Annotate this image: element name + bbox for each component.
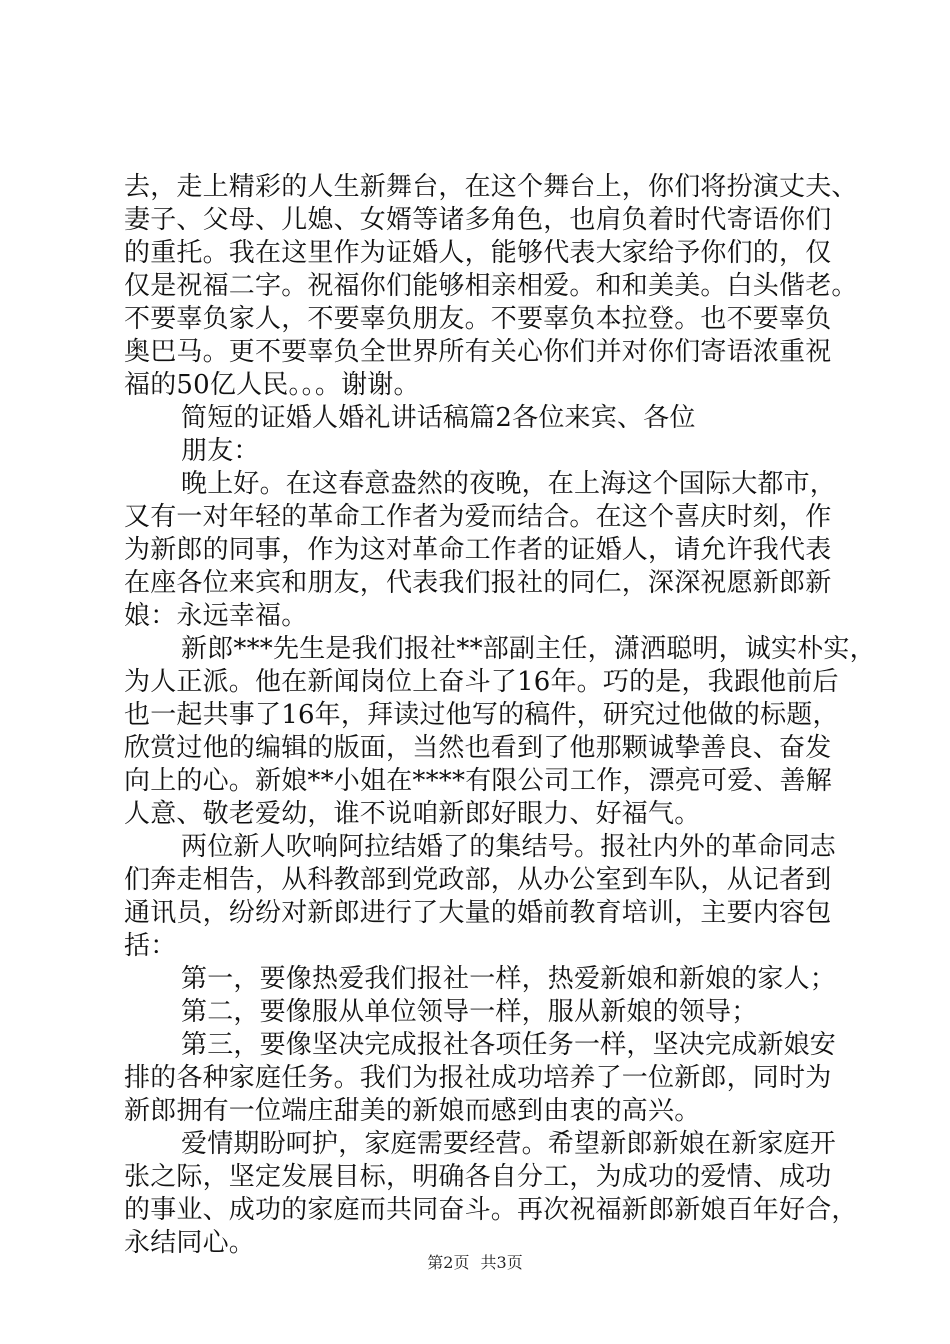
- text-line: 不要辜负家人，不要辜负朋友。不要辜负本拉登。也不要辜负: [124, 304, 832, 334]
- text-line: 们奔走相告，从科教部到党政部，从办公室到车队，从记者到: [124, 865, 832, 895]
- list-item: 第二，要像服从单位领导一样，服从新娘的领导；: [181, 997, 758, 1027]
- text-line: 人意、敬老爱幼，谁不说咱新郎好眼力、好福气。: [124, 799, 701, 829]
- text-line: 排的各种家庭任务。我们为报社成功培养了一位新郎，同时为: [124, 1063, 832, 1093]
- text-line: 为新郎的同事，作为这对革命工作者的证婚人，请允许我代表: [124, 535, 832, 565]
- text-line: 娘：永远幸福。: [124, 601, 308, 631]
- paragraph-start: 两位新人吹响阿拉结婚了的集结号。报社内外的革命同志: [181, 832, 837, 862]
- text-line: 永结同心。: [124, 1228, 256, 1258]
- text-line: 去，走上精彩的人生新舞台，在这个舞台上，你们将扮演丈夫、: [124, 172, 858, 202]
- text-line: 向上的心。新娘**小姐在****有限公司工作，漂亮可爱、善解: [124, 766, 833, 796]
- list-item: 第三，要像坚决完成报社各项任务一样，坚决完成新娘安: [181, 1030, 837, 1060]
- text-line: 的重托。我在这里作为证婚人，能够代表大家给予你们的，仅: [124, 238, 832, 268]
- text-line: 福的50亿人民。。。谢谢。: [124, 370, 420, 400]
- text-line: 通讯员，纷纷对新郎进行了大量的婚前教育培训，主要内容包: [124, 898, 832, 928]
- paragraph-start: 晚上好。在这春意盎然的夜晚，在上海这个国际大都市，: [181, 469, 837, 499]
- text-line: 括：: [124, 931, 177, 961]
- page-footer: [0, 1253, 950, 1273]
- text-line: 张之际，坚定发展目标，明确各自分工，为成功的爱情、成功: [124, 1162, 832, 1192]
- page-total: 共3页: [480, 1253, 523, 1272]
- text-line: 欣赏过他的编辑的版面，当然也看到了他那颗诚挚善良、奋发: [124, 733, 832, 763]
- text-line: 又有一对年轻的革命工作者为爱而结合。在这个喜庆时刻，作: [124, 502, 832, 532]
- salutation: 朋友：: [181, 436, 260, 466]
- text-line: 为人正派。他在新闻岗位上奋斗了16年。巧的是，我跟他前后: [124, 667, 839, 697]
- text-line: 也一起共事了16年，拜读过他写的稿件，研究过他做的标题，: [124, 700, 839, 730]
- paragraph-start: 新郎***先生是我们报社**部副主任，潇洒聪明，诚实朴实，: [181, 634, 876, 664]
- paragraph-start: 爱情期盼呵护，家庭需要经营。希望新郎新娘在新家庭开: [181, 1129, 837, 1159]
- section-heading: 简短的证婚人婚礼讲话稿篇2各位来宾、各位: [181, 403, 696, 433]
- text-line: 新郎拥有一位端庄甜美的新娘而感到由衷的高兴。: [124, 1096, 701, 1126]
- page-number: 第2页: [427, 1253, 470, 1272]
- text-line: 在座各位来宾和朋友，代表我们报社的同仁，深深祝愿新郎新: [124, 568, 832, 598]
- text-line: 妻子、父母、儿媳、女婿等诸多角色，也肩负着时代寄语你们: [124, 205, 832, 235]
- list-item: 第一，要像热爱我们报社一样，热爱新娘和新娘的家人；: [181, 964, 837, 994]
- text-line: 奥巴马。更不要辜负全世界所有关心你们并对你们寄语浓重祝: [124, 337, 832, 367]
- text-line: 的事业、成功的家庭而共同奋斗。再次祝福新郎新娘百年好合，: [124, 1195, 858, 1225]
- text-line: 仅是祝福二字。祝福你们能够相亲相爱。和和美美。白头偕老。: [124, 271, 858, 301]
